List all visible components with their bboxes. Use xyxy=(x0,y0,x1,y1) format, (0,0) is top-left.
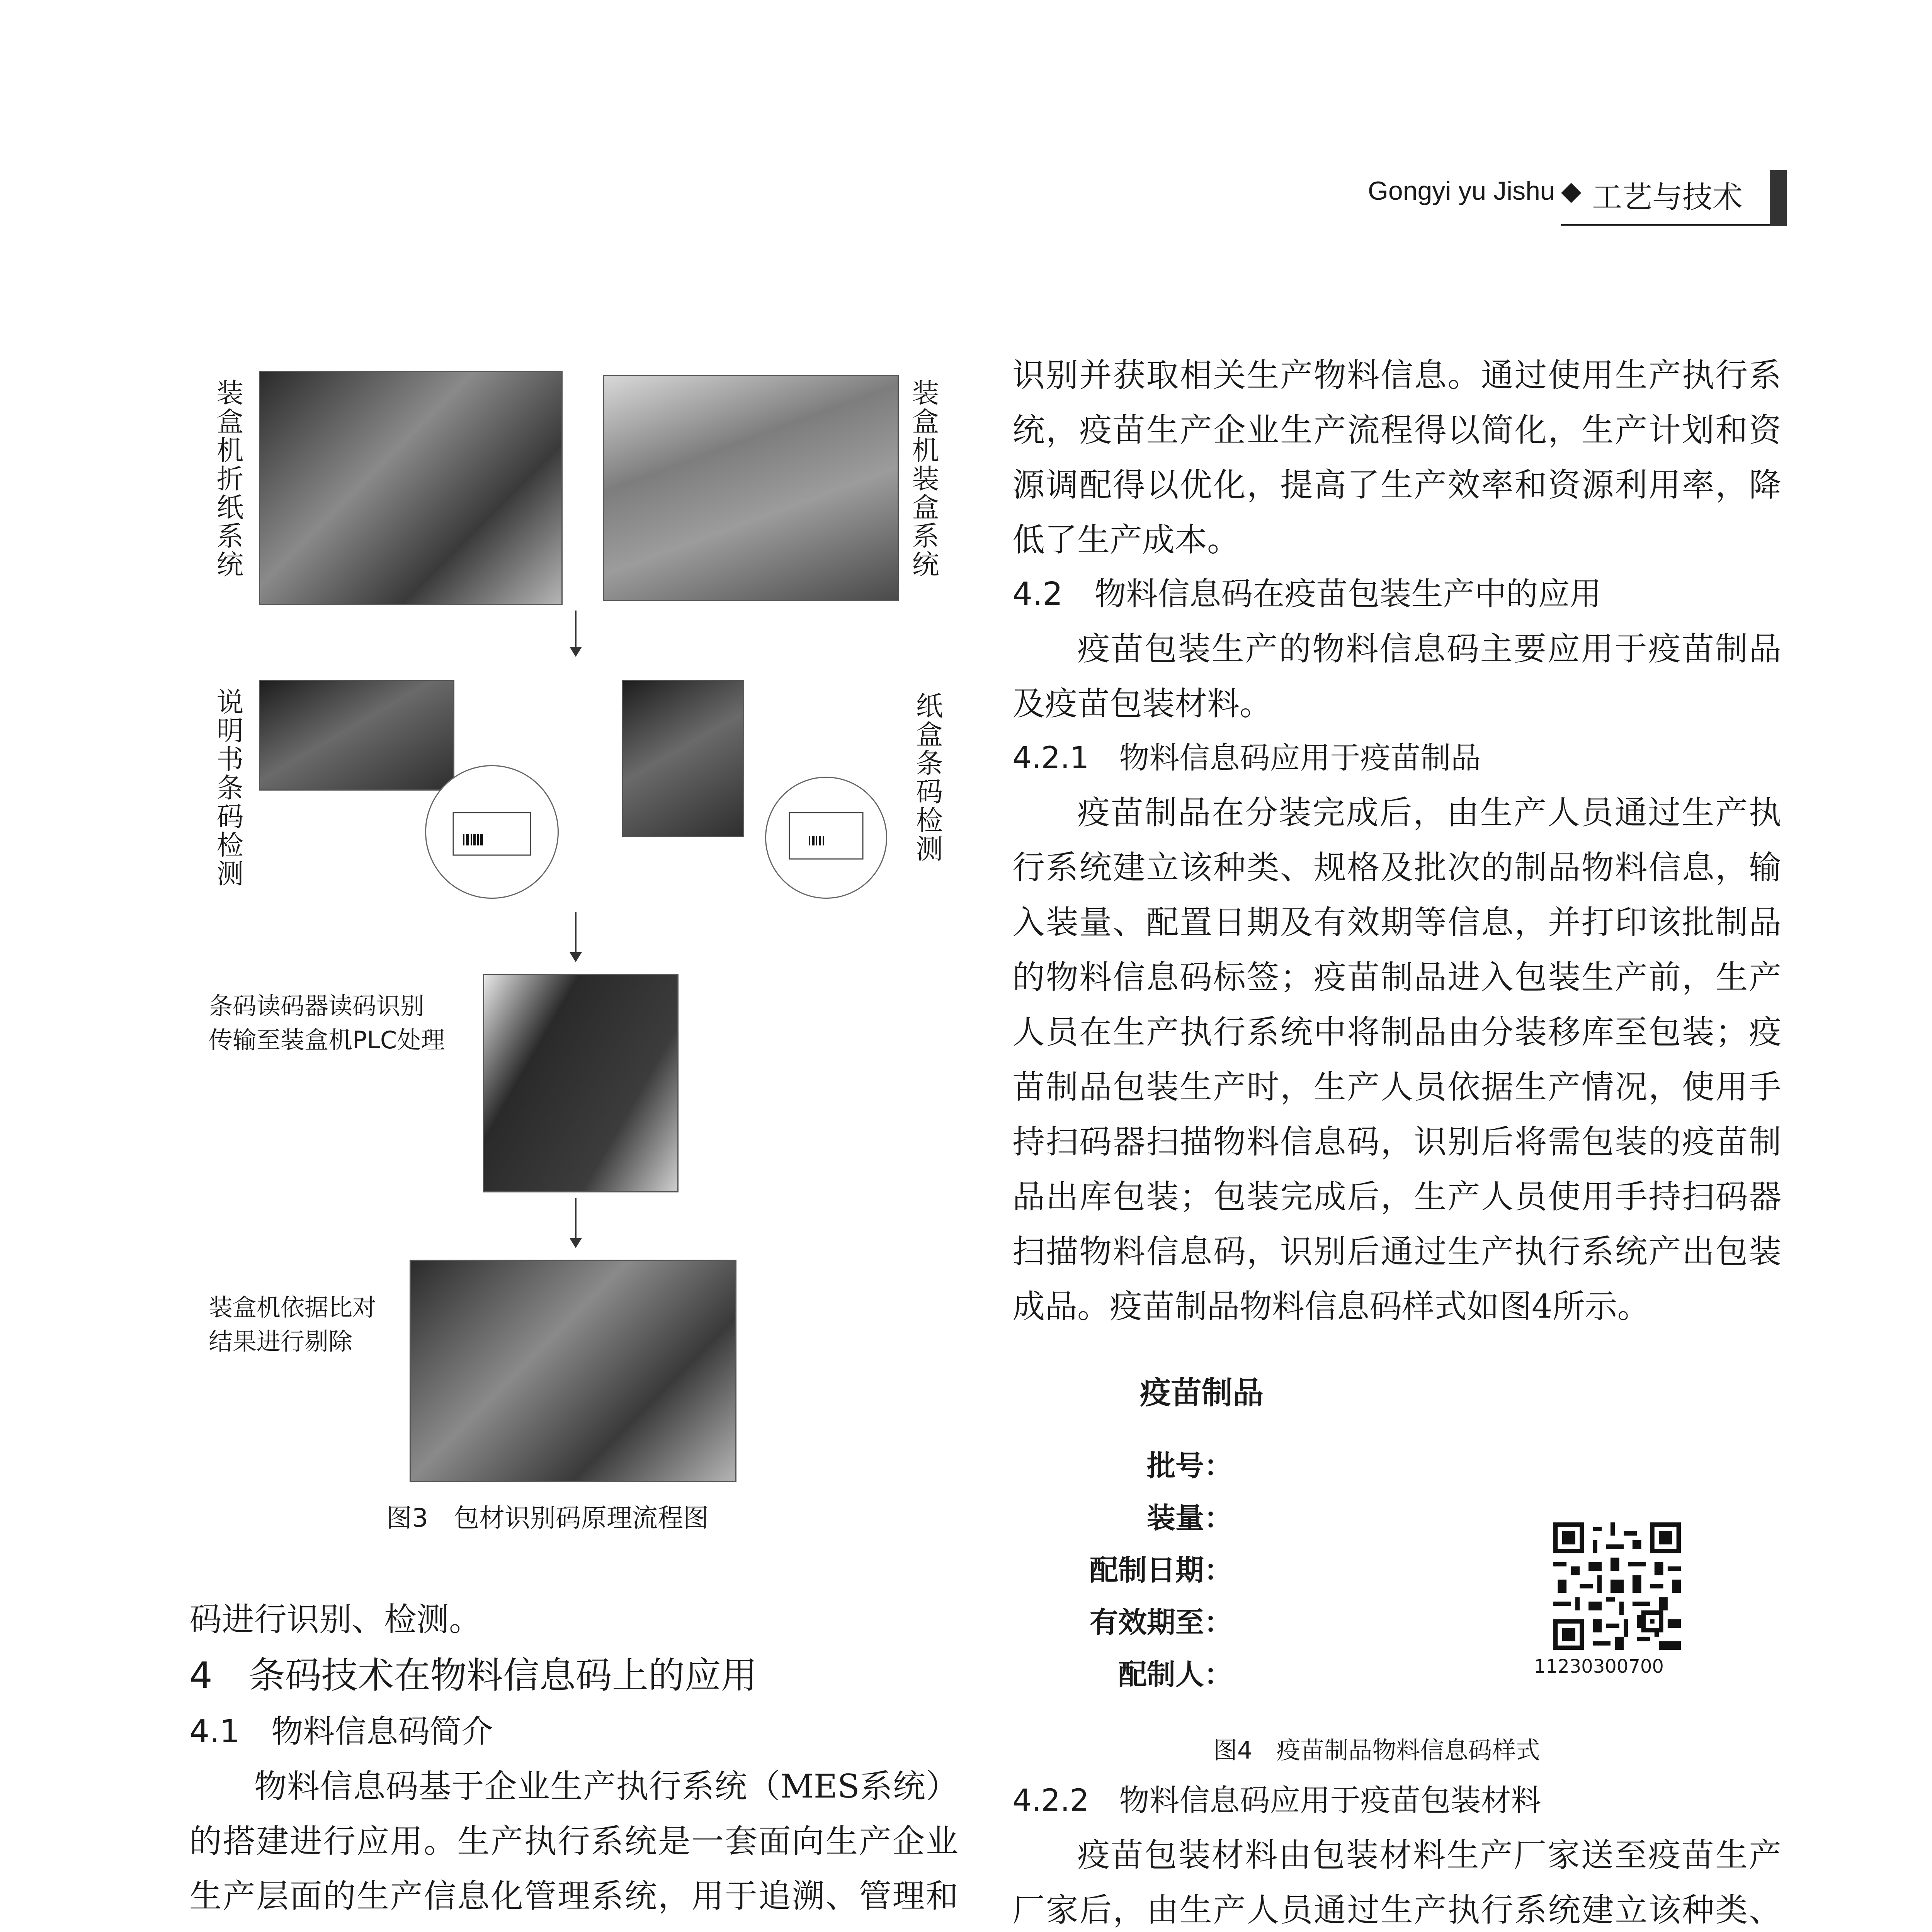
flow-arrow xyxy=(575,611,577,649)
label-reject-line1: 装盒机依据比对 xyxy=(209,1293,377,1321)
label-carton-detection: 纸盒条码检测 xyxy=(912,692,943,863)
diamond-icon: ◆ xyxy=(1561,176,1582,206)
label-boxing-system: 装盒机装盒系统 xyxy=(908,379,939,579)
section-4-2-2-heading: 4.2.2 物料信息码应用于疫苗包装材料 xyxy=(1012,1783,1541,1818)
section-4-2-heading: 4.2 物料信息码在疫苗包装生产中的应用 xyxy=(1012,576,1602,612)
photo-leaflet-detection xyxy=(259,680,454,791)
label-reader-line1: 条码读码器读码识别 xyxy=(209,992,425,1020)
qr-code-number: 11230300700 xyxy=(1534,1656,1664,1677)
section-4-heading: 4 条码技术在物料信息码上的应用 xyxy=(189,1655,757,1697)
label-volume: 装量： xyxy=(1147,1502,1233,1535)
paragraph: 疫苗包装材料由包装材料生产厂家送至疫苗生产厂家后，由生产人员通过生产执行系统建立该种类、 xyxy=(1012,1836,1781,1929)
header-bar xyxy=(1770,170,1787,226)
paragraph: 疫苗包装生产的物料信息码主要应用于疫苗制品及疫苗包装材料。 xyxy=(1012,630,1781,723)
barcode-icon xyxy=(766,778,886,898)
flow-arrow xyxy=(575,912,577,954)
photo-carton-detection xyxy=(622,680,744,837)
paragraph: 物料信息码基于企业生产执行系统（MES系统）的搭建进行应用。生产执行系统是一套面向生产企业生产层面的生产信息化管理系统，用于追溯、管理和 xyxy=(189,1767,958,1915)
running-header-pinyin: Gongyi yu Jishu xyxy=(1368,176,1555,206)
right-column-bottom xyxy=(1012,1774,1781,1932)
left-column xyxy=(189,1592,958,1932)
flow-arrow xyxy=(575,1198,577,1240)
photo-boxing-system xyxy=(603,375,899,601)
photo-rejection xyxy=(410,1260,736,1482)
label-title: 疫苗制品 xyxy=(1140,1375,1264,1411)
continued-text: 码进行识别、检测。 xyxy=(189,1600,482,1638)
continued-text: 识别并获取相关生产物料信息。通过使用生产执行系统，疫苗生产企业生产流程得以简化，生产计划和资源调配得以优化，提高了生产效率和资源利用率，降低了生产成本。 xyxy=(1012,356,1781,559)
label-prep-date: 配制日期： xyxy=(1090,1554,1233,1587)
label-batch: 批号： xyxy=(1147,1449,1233,1483)
photo-barcode-reader xyxy=(483,974,679,1192)
label-leaflet-detection: 说明书条码检测 xyxy=(212,688,244,888)
figure-4-caption: 图4 疫苗制品物料信息码样式 xyxy=(1213,1736,1540,1764)
header-rule xyxy=(1561,224,1785,226)
label-expiry: 有效期至： xyxy=(1090,1606,1233,1639)
barcode-magnifier-carton xyxy=(765,777,887,899)
section-4-2-1-heading: 4.2.1 物料信息码应用于疫苗制品 xyxy=(1012,741,1481,776)
label-fold-system: 装盒机折纸系统 xyxy=(212,379,244,579)
qr-code-icon xyxy=(1553,1522,1681,1650)
figure-4 xyxy=(1090,1368,1766,1716)
label-reject-line2: 结果进行剔除 xyxy=(209,1327,353,1355)
figure-3 xyxy=(209,363,943,1538)
barcode-magnifier xyxy=(425,765,559,899)
label-preparer: 配制人： xyxy=(1118,1658,1233,1691)
right-column-top xyxy=(1012,348,1781,1334)
label-reader-line2: 传输至装盒机PLC处理 xyxy=(209,1026,445,1054)
paragraph: 疫苗制品在分装完成后，由生产人员通过生产执行系统建立该种类、规格及批次的制品物料信息，输入装量、配置日期及有效期等信息，并打印该批制品的物料信息码标签；疫苗制品进入包装生产前，生产人员在生产执行系统中将制品由分装移库至包装；疫苗制品包装生产时，生产人员依据生产情况，使用手持扫码器扫描物料信息码，识别后将需包装的疫苗制品出库包装；包装完成后，生产人员使用手持扫码器扫描物料信息码，识别后通过生产执行系统产出包装成品。疫苗制品物料信息码样式如图4所示。 xyxy=(1012,794,1781,1325)
section-4-1-heading: 4.1 物料信息码简介 xyxy=(189,1713,493,1750)
figure-3-caption: 图3 包材识别码原理流程图 xyxy=(386,1503,709,1533)
running-header-title: 工艺与技术 xyxy=(1592,180,1743,215)
photo-fold-system xyxy=(259,371,563,605)
barcode-icon xyxy=(426,766,558,898)
